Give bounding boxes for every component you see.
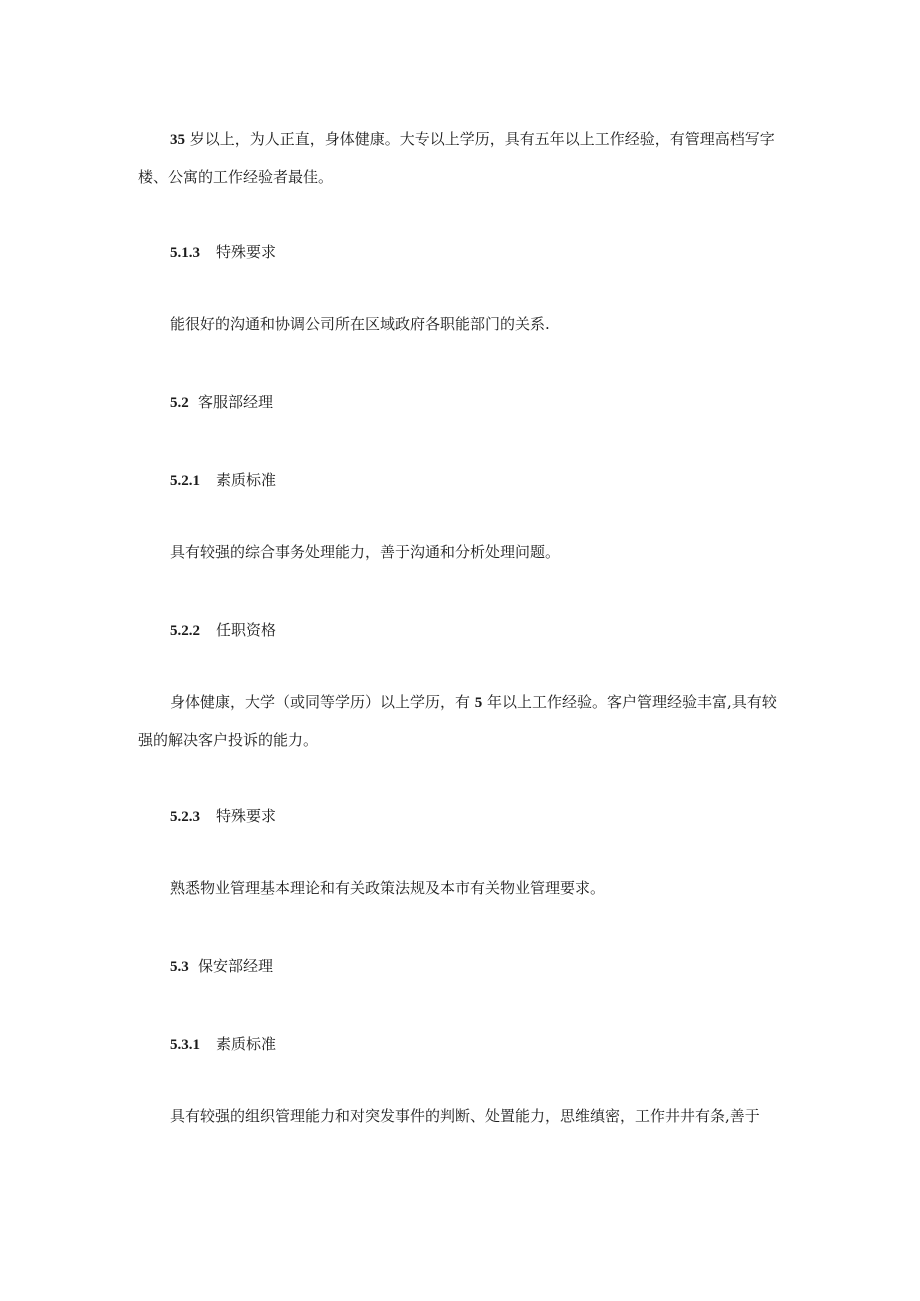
heading-title: 特殊要求 [216, 807, 277, 825]
heading-number: 5.3 [170, 959, 189, 975]
heading-title: 特殊要求 [216, 243, 277, 261]
heading-number: 5.2.2 [170, 623, 200, 639]
paragraph-quality-standard-1 [138, 534, 788, 571]
heading-number: 5.2.3 [170, 809, 200, 825]
heading-5-2-2 [170, 620, 276, 641]
heading-5-1-3 [170, 242, 276, 263]
paragraph-text: 熟悉物业管理基本理论和有关政策法规及本市有关物业管理要求。 [170, 879, 606, 897]
years-number: 5 [474, 695, 483, 711]
paragraph-text: 年以上工作经验。客户管理经验丰富,具有较强的解决客户投诉的能力。 [138, 693, 777, 749]
paragraph-quality-standard-2 [138, 1098, 788, 1135]
paragraph-text: 具有较强的组织管理能力和对突发事件的判断、处置能力，思维缜密，工作井井有条,善于 [170, 1107, 760, 1125]
heading-title: 素质标准 [216, 471, 277, 489]
paragraph-text: 岁以上，为人正直，身体健康。大专以上学历，具有五年以上工作经验，有管理高档写字楼、公寓的工作经验者最佳。 [138, 130, 775, 186]
heading-number: 5.2 [170, 395, 189, 411]
heading-5-2-3 [170, 806, 276, 827]
heading-title: 素质标准 [216, 1035, 277, 1053]
paragraph-special-requirement-1 [138, 306, 788, 343]
heading-5-2-1 [170, 470, 276, 491]
heading-number: 5.2.1 [170, 473, 200, 489]
paragraph-text: 能很好的沟通和协调公司所在区域政府各职能部门的关系. [170, 315, 550, 333]
heading-title: 任职资格 [216, 621, 277, 639]
heading-title: 客服部经理 [198, 393, 274, 411]
heading-title: 保安部经理 [198, 957, 274, 975]
heading-number: 5.1.3 [170, 245, 200, 261]
age-number: 35 [170, 132, 185, 148]
paragraph-special-requirement-2 [138, 870, 788, 907]
paragraph-text: 具有较强的综合事务处理能力，善于沟通和分析处理问题。 [170, 543, 561, 561]
heading-5-3 [170, 956, 273, 977]
paragraph-qualifications-general [138, 121, 788, 196]
paragraph-text: 身体健康，大学（或同等学历）以上学历，有 [170, 693, 475, 711]
heading-5-2 [170, 392, 273, 413]
heading-5-3-1 [170, 1034, 276, 1055]
paragraph-qualifications-customer-service [138, 684, 788, 759]
heading-number: 5.3.1 [170, 1037, 200, 1053]
